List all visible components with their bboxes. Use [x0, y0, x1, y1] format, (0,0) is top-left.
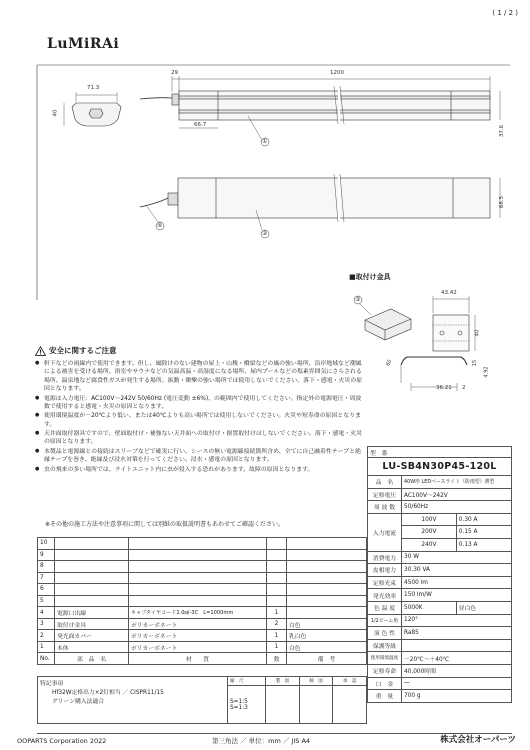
spec-row: 入力電流 100V 0.30 A [368, 513, 512, 526]
warning-icon [35, 346, 46, 356]
fixture-side-view [179, 91, 490, 120]
spec-row: 色 温 度 5000K 昼白色 [368, 601, 512, 614]
bracket-title: ■取付け金具 [349, 273, 391, 281]
safety-item: ● 電源は入力電圧：AC100V～242V 50/60Hz (電圧変動 ±6%)、の範囲内で使用してください。指定外の電源電圧・周波数で使用すると感電・火災の原因となります。 [35, 395, 365, 412]
safety-note: ※その他の施工方法や注意事項に関しては別紙の取扱説明書もあわせてご確認ください。 [45, 521, 285, 528]
spec-row: 演 色 性 Ra85 [368, 627, 512, 640]
table-row: 5 [38, 595, 367, 607]
bracket-dim-15: 15 [472, 359, 479, 367]
spec-row: 皮相電力 30.30 VA [368, 564, 512, 577]
footer-company: 株式会社オーパーツ [440, 735, 516, 745]
scale-label: 縮 尺 [228, 677, 266, 686]
spec-table [367, 446, 512, 703]
table-row: 1 本体 ポリカーボネート 1 白色 [38, 641, 367, 653]
safety-section [35, 345, 365, 475]
safety-item: ● 天井面取付器具ですので、壁面取付け・補強ない天井面への取付け・据置取付けはしないでください。落下・感電・火災の原因となります。 [35, 430, 365, 447]
bracket-drawing [345, 285, 525, 405]
safety-heading: 安全に関するご注意 [35, 345, 365, 356]
dim-length: 1200 [330, 70, 344, 76]
bracket-dim-60: 60 [384, 358, 394, 368]
cable-gland [172, 94, 179, 105]
table-row: 3 取付け金具 ポリカーボネート 2 白色 [38, 618, 367, 630]
spec-row: 周 波 数 50/60Hz [368, 501, 512, 514]
model-number: LU-SB4N30P45-120L [368, 458, 512, 476]
dim-side-height: 37.6 [499, 124, 506, 138]
bracket-dim-2: 2 [462, 385, 466, 391]
spec-row: 240V 0.13 A [368, 538, 512, 551]
table-row: 8 [38, 561, 367, 573]
scale-values: S=1:5 S=1:3 [228, 686, 266, 724]
dim-front-height: 68.5 [499, 195, 506, 209]
notes-block: 特記事項 Hf32W定格出力×2灯相当 ／ CISPR11/15 グリーン購入法適合 縮 尺 製 図 検 図 承 認 S=1:5 S=1:3 [37, 676, 367, 724]
spec-row: 発光効率 150 lm/W [368, 589, 512, 602]
callout-3: ③ [355, 296, 361, 303]
parts-table [37, 537, 367, 665]
table-row: 6 [38, 584, 367, 596]
spec-row: 定格電圧 AC100V～242V [368, 488, 512, 501]
model-label: 型 番 [368, 447, 512, 458]
bracket-dim-height: 40 [474, 329, 481, 337]
table-row: 9 [38, 549, 367, 561]
callout-4: ④ [157, 222, 163, 229]
bracket-dim-3621: 36.21 [436, 385, 452, 391]
spec-row: 定格寿命 40,000時間 [368, 664, 512, 677]
spec-row: 品 名 40W形 LEDベースライト（防雨型）薄型 [368, 476, 512, 489]
spec-row: 重 量 700 g [368, 690, 512, 703]
spec-row: 消費電力 30 W [368, 551, 512, 564]
table-row: 2 発光面カバー ポリカーボネート 1 乳白色 [38, 630, 367, 642]
footer-copyright: OOPARTS Corporation 2022 [17, 737, 107, 745]
spec-row: 200V 0.15 A [368, 526, 512, 539]
footer-projection: 第三角法 ／ 単位：mm ／ JIS A4 [212, 737, 311, 745]
brand-logo: LuMiRAi [47, 36, 120, 52]
dim-body: 66.7 [194, 122, 207, 128]
table-row: 10 [38, 538, 367, 550]
safety-list [35, 360, 365, 474]
spec-row: 定格光束 4500 lm [368, 576, 512, 589]
page-number: ( 1 / 2 ) [492, 9, 518, 17]
safety-item: ● 本製品と電源線との接続はスリーブなどで確実に行い、シースの無い電源線接続箇所含め、全てに自己融着性テープと絶縁テープを巻き、絶縁及び浸水対策を行ってください。浸水・感電の原因となります。 [35, 448, 365, 465]
bracket-dim-4: 4.92 [483, 366, 490, 378]
safety-item: ● 使用環境温度が－20℃より低い、または40℃よりも高い場所では使用しないでください。火災や短寿命の原因となります。 [35, 412, 365, 429]
table-row: 7 [38, 572, 367, 584]
table-header: No. 部 品 名 材 質 数 備 考 [38, 653, 367, 665]
spec-row: 1/2ビーム角 120° [368, 614, 512, 627]
special-notes: 特記事項 Hf32W定格出力×2灯相当 ／ CISPR11/15 グリーン購入法適合 [38, 677, 228, 724]
safety-item: ● 軒下などの雨線内で使用できます。但し、風除けのない建物の屋上・山稜・橋梁などの風の強い場所、沿岸地域など潮風による被害を受ける場所、浴室やサウナなどの気温高温・高湿度になる場所、屋内プールなどの塩素雰囲気にさらされる場所、温泉地など腐食性ガスが発生する場所、振動・衝撃の強い場所では使用しないでください。落下・感電・火災の原因となります。 [35, 360, 365, 394]
dim-end-width: 71.3 [87, 85, 100, 91]
table-row: 4 電源口出線 キャブタイヤコード1.0㎟-3C L=1000mm 1 [38, 607, 367, 619]
callout-2: ② [262, 230, 268, 237]
spec-row: 保護等級 [368, 639, 512, 652]
safety-item: ● 虫の飛来の多い場所では、ライトユニット内に虫が侵入する恐れがあります。故障の原因となります。 [35, 466, 365, 474]
callout-1: ① [262, 138, 268, 145]
dim-offset: 29 [171, 70, 178, 76]
bracket-dim-width: 43.42 [441, 290, 457, 296]
fixture-front-view [178, 178, 490, 218]
product-drawing [0, 0, 530, 300]
dim-end-height: 40 [52, 109, 59, 117]
spec-row: 口 金 ― [368, 677, 512, 690]
spec-row: 使用環境温度 －20℃～＋40℃ [368, 652, 512, 665]
